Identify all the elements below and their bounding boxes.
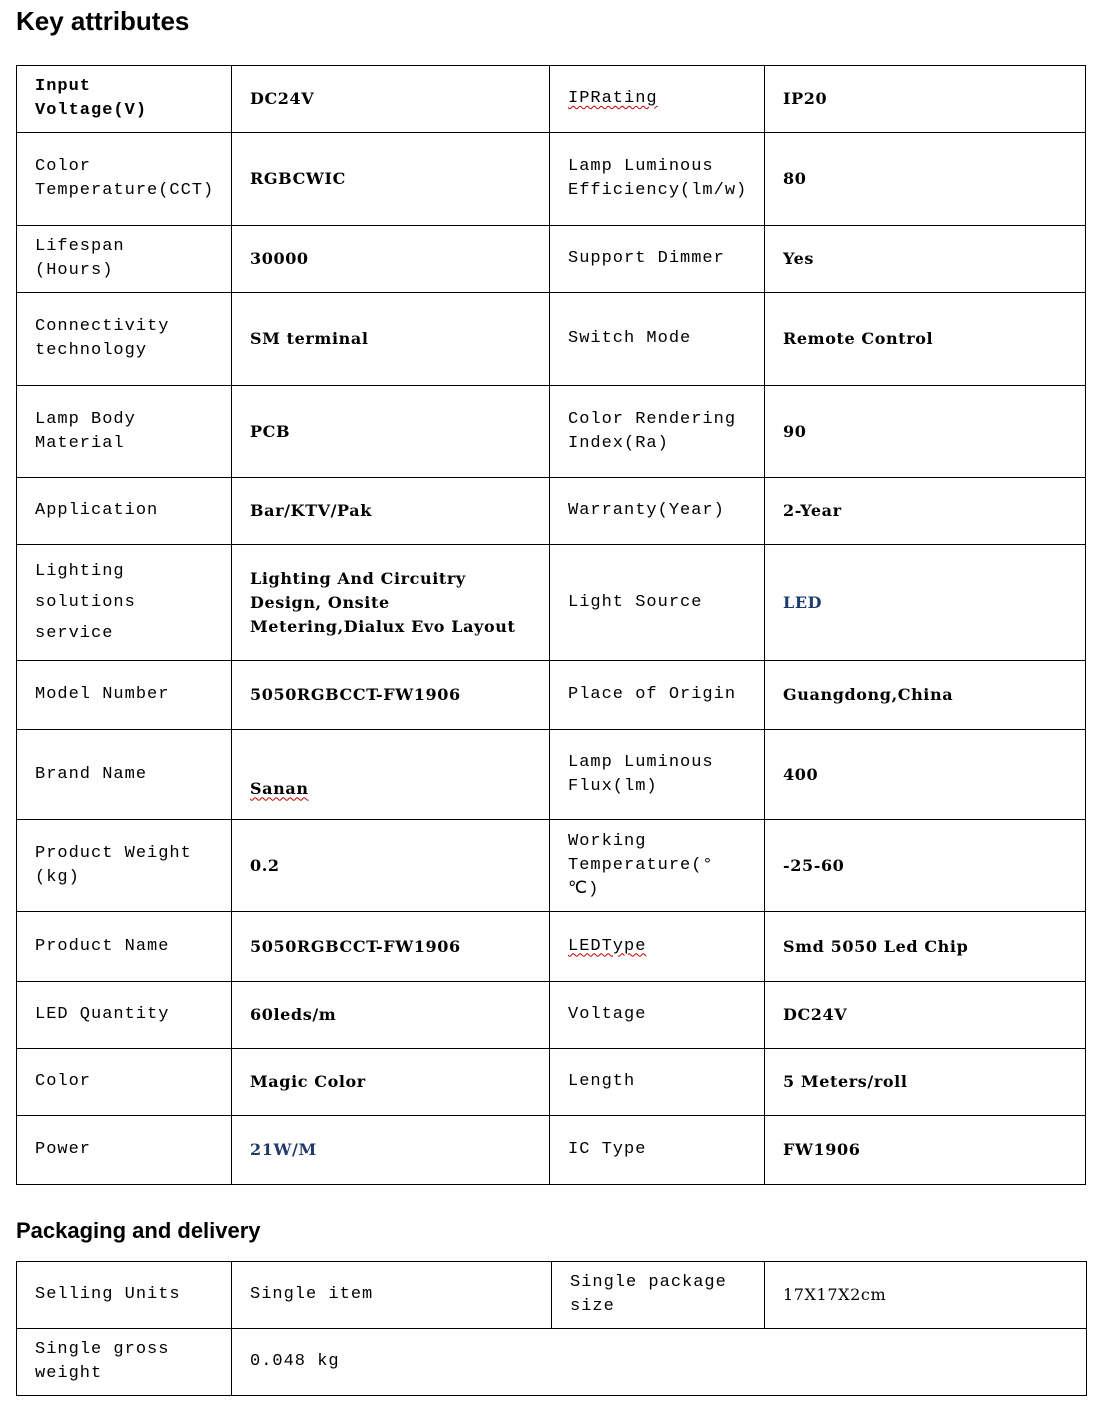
attr-value: PCB	[232, 386, 550, 478]
attr-label: Working Temperature(° ℃)	[550, 820, 765, 912]
attr-label: Warranty(Year)	[550, 478, 765, 545]
attr-value: 5050RGBCCT-FW1906	[232, 912, 550, 982]
attr-label: Color Rendering Index(Ra)	[550, 386, 765, 478]
attr-value: 30000	[232, 226, 550, 293]
attr-label: Color	[17, 1049, 232, 1116]
key-attributes-table	[16, 65, 1086, 1185]
table-row	[17, 1262, 1087, 1329]
attr-label: Length	[550, 1049, 765, 1116]
attr-label: LED Quantity	[17, 982, 232, 1049]
attr-value: Guangdong,China	[765, 661, 1086, 730]
table-row	[17, 982, 1086, 1049]
attr-value: IP20	[765, 66, 1086, 133]
package-size-value: 17X17X2cm	[765, 1262, 1087, 1329]
table-row	[17, 133, 1086, 226]
attr-value: Yes	[765, 226, 1086, 293]
attr-label: Product Name	[17, 912, 232, 982]
attr-label: Lamp Luminous Efficiency(lm/w)	[550, 133, 765, 226]
gross-weight-label: Single gross weight	[17, 1329, 232, 1396]
attr-label: Color Temperature(CCT)	[17, 133, 232, 226]
table-row	[17, 912, 1086, 982]
table-row	[17, 820, 1086, 912]
table-row	[17, 730, 1086, 820]
attr-label	[550, 912, 765, 982]
attr-value: 400	[765, 730, 1086, 820]
attr-label: Voltage	[550, 982, 765, 1049]
attr-label: Light Source	[550, 545, 765, 661]
attr-label: Switch Mode	[550, 293, 765, 386]
attr-value: Magic Color	[232, 1049, 550, 1116]
attr-label: Model Number	[17, 661, 232, 730]
table-row	[17, 661, 1086, 730]
table-row	[17, 1049, 1086, 1116]
attr-value: 60leds/m	[232, 982, 550, 1049]
attr-value: Bar/KTV/Pak	[232, 478, 550, 545]
attr-value: 2-Year	[765, 478, 1086, 545]
attr-label: IC Type	[550, 1116, 765, 1185]
selling-units-value: Single item	[232, 1262, 552, 1329]
attr-value: 80	[765, 133, 1086, 226]
attr-value: DC24V	[232, 66, 550, 133]
attr-value: SM terminal	[232, 293, 550, 386]
attr-value: Remote Control	[765, 293, 1086, 386]
attr-value: LED	[765, 545, 1086, 661]
table-row	[17, 386, 1086, 478]
attr-value: 5 Meters/roll	[765, 1049, 1086, 1116]
attr-label: Power	[17, 1116, 232, 1185]
attr-label-text: LEDType	[568, 936, 647, 956]
attr-label-text: IPRating	[568, 89, 658, 108]
attr-label: Input Voltage(V)	[17, 66, 232, 133]
attr-value: FW1906	[765, 1116, 1086, 1185]
attr-label: Brand Name	[17, 730, 232, 820]
attr-label: Application	[17, 478, 232, 545]
table-row	[17, 1329, 1087, 1396]
attr-label: Lifespan (Hours)	[17, 226, 232, 293]
gross-weight-value: 0.048 kg	[232, 1329, 1087, 1396]
attr-value: RGBCWIC	[232, 133, 550, 226]
attr-value: Smd 5050 Led Chip	[765, 912, 1086, 982]
table-row	[17, 545, 1086, 661]
package-size-label: Single package size	[552, 1262, 765, 1329]
attr-label: Lighting solutions service	[17, 545, 232, 661]
attr-label: Product Weight (kg)	[17, 820, 232, 912]
selling-units-label: Selling Units	[17, 1262, 232, 1329]
attr-value: 90	[765, 386, 1086, 478]
table-row	[17, 1116, 1086, 1185]
attr-value: 21W/M	[232, 1116, 550, 1185]
attr-label	[550, 66, 765, 133]
attr-value: Lighting And Circuitry Design, Onsite Metering,Dialux Evo Layout	[232, 545, 550, 661]
attr-value: 0.2	[232, 820, 550, 912]
attr-label: Place of Origin	[550, 661, 765, 730]
attr-value-text: Sanan	[250, 778, 309, 798]
packaging-table	[16, 1261, 1087, 1396]
attr-label: Lamp Luminous Flux(lm)	[550, 730, 765, 820]
attr-label: Lamp Body Material	[17, 386, 232, 478]
attr-value: 5050RGBCCT-FW1906	[232, 661, 550, 730]
table-row	[17, 478, 1086, 545]
attr-value	[232, 730, 550, 820]
attr-label: Support Dimmer	[550, 226, 765, 293]
table-row	[17, 226, 1086, 293]
attr-value: -25-60	[765, 820, 1086, 912]
key-attributes-title: Key attributes	[16, 6, 190, 36]
packaging-title: Packaging and delivery	[16, 1218, 261, 1243]
table-row	[17, 293, 1086, 386]
attr-value: DC24V	[765, 982, 1086, 1049]
attr-label: Connectivity technology	[17, 293, 232, 386]
table-row	[17, 66, 1086, 133]
